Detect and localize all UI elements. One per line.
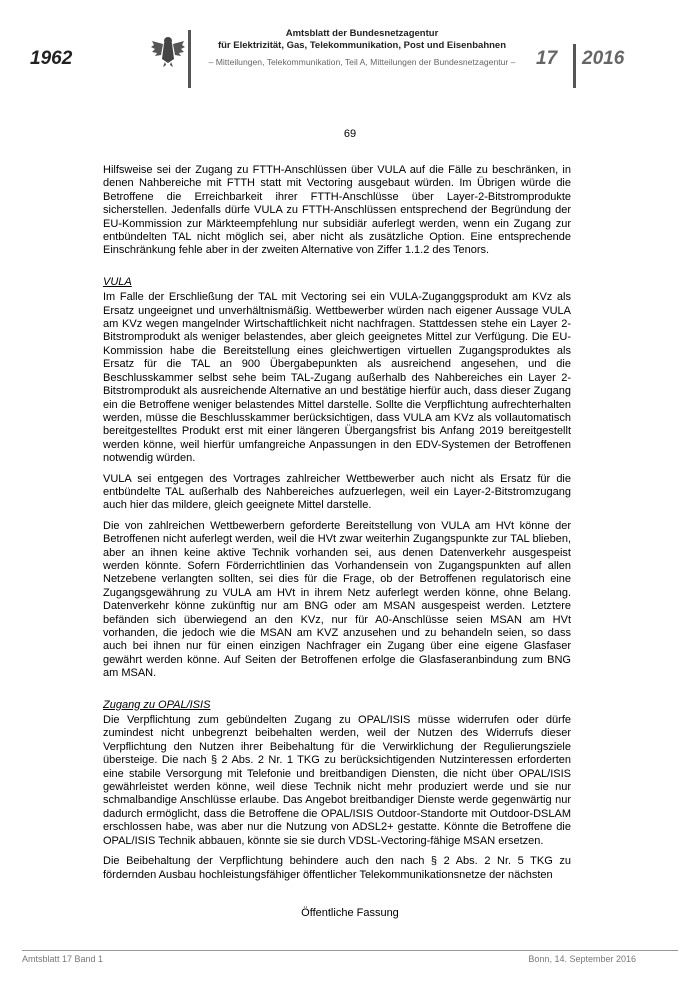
publication-title-line1: Amtsblatt der Bundesnetzagentur xyxy=(285,28,439,39)
publication-title-line2: für Elektrizität, Gas, Telekommunikation, Post und Eisenbahnen xyxy=(217,40,507,51)
document-body xyxy=(103,164,571,889)
body-paragraph: VULA sei entgegen des Vortrages zahlreicher Wettbewerber auch nicht als Ersatz für die entbündelte TAL außerhalb des Nahbereiches aufzuerlegen, weil ein Layer-2-Bitstromzugang auch hier das mildere, gleich geeignete Mittel darstelle. xyxy=(103,472,571,512)
publication-title xyxy=(196,28,528,52)
body-paragraph: Hilfsweise sei der Zugang zu FTTH-Anschlüssen über VULA auf die Fälle zu beschränken, in denen Nahbereiche mit FTTH statt mit Vectoring ausgebaut würden. Im Übrigen würde die Betroffene die Erreichbarkeit ihrer FTTH-Anschlüsse über Layer-2-Bitstromprodukte sicherstellen. Jedenfalls dürfe VULA zu FTTH-Anschlüssen entsprechend der Begründung der EU-Kommission zur Märkteempfehlung nur subsidiär auferlegt werden, wenn ein Zugang zur entbündelten TAL nicht möglich sei, aber nicht als zusätzliche Option. Eine entsprechende Einschränkung fehle aber in der zweiten Alternative von Ziffer 1.1.2 des Tenors. xyxy=(103,164,571,257)
body-paragraph: Die von zahlreichen Wettbewerbern geforderte Bereitstellung von VULA am HVt könne der Betroffenen nicht auferlegt werden, weil die HVt zwar weiterhin Zugangspunkte zur TAL blieben, aber an ihnen keine aktive Technik vorhanden sei, aus denen Datenverkehr ausgespeist werden könnte. Sofern Förderrichtlinien das Vorhandensein von Zugangspunkten auf allen Netzebene verlangten sollten, sei dies für die Frage, ob der Betroffenen regulatorisch eine Zugangsgewährung zu VULA am HVt in ihrem Netz auferlegt werden könne, ohne Belang. Datenverkehr könne zukünftig nur am BNG oder am MSAN ausgespeist werden. Letztere befänden sich überwiegend an den KVz, nur für A0-Anschlüsse seien MSAN am HVt vorhanden, die jedoch wie die MSAN am KVZ anzusehen und zu behandeln seien, so dass auch bei ihnen nur für einen einzigen Nachfrager ein Zugang über eine eigene Glasfaser gewährt werden könne. Auf Seiten der Betroffenen erfolge die Glasfaseranbindung zum BNG am MSAN. xyxy=(103,519,571,680)
header-divider xyxy=(188,30,191,88)
body-paragraph: Die Beibehaltung der Verpflichtung behindere auch den nach § 2 Abs. 2 Nr. 5 TKG zu fördernden Ausbau hochleistungsfähiger öffentlicher Telekommunikationsnetze der nächsten xyxy=(103,855,571,881)
document-page-number: 69 xyxy=(343,128,357,140)
publication-subtitle: – Mitteilungen, Telekommunikation, Teil A, Mitteilungen der Bundesnetzagentur – xyxy=(208,57,516,67)
issue-number: 17 xyxy=(536,48,558,69)
page-number: 1962 xyxy=(30,48,73,69)
body-paragraph: Im Falle der Erschließung der TAL mit Vectoring sei ein VULA-Zuganggsprodukt am KVz als Ersatz ungeeignet und unverhältnismäßig. Wettbewerber würden nach eigener Aussage VULA am KVz wegen mangelnder Wirtschaftlichkeit nicht nachfragen. Stattdessen stehe ein Layer 2-Bitstromprodukt als weniger belastendes, aber gleich geeignetes Mittel zur Verfügung. Die EU-Kommission habe die Bereitstellung eines gleichwertigen virtuellen Zugangsproduktes als Ersatz für die TAL an 900 Übergabepunkten als ausreichend angesehen, und die Beschlusskammer selbst sehe beim TAL-Zugang außerhalb des Nahbereiches ein Layer 2-Bitstromprodukt als ausreichende Alternative an und bestätige hierfür auch, dass dieser Zugang ein die Betroffene weniger belastendes Mittel darstelle. Sollte die Verpflichtung aufrechterhalten werden, müsse die Beschlusskammer berücksichtigen, dass VULA am KVz als vollautomatisch bereitgestelltes Produkt erst mit einer längeren Übergangsfrist bis Anfang 2019 bereitgestellt werden könne, weil hierfür umfangreiche Anpassungen in den EDV-Systemen der Betroffenen notwendig würden. xyxy=(103,291,571,465)
issue-divider xyxy=(573,44,576,88)
issue-year: 2016 xyxy=(582,48,625,69)
footer-place-date: Bonn, 14. September 2016 xyxy=(528,954,636,964)
public-version-label: Öffentliche Fassung xyxy=(301,907,399,919)
federal-eagle-icon xyxy=(150,33,186,69)
section-heading-vula: VULA xyxy=(103,275,132,288)
body-paragraph: Die Verpflichtung zum gebündelten Zugang zu OPAL/ISIS müsse widerrufen oder dürfe zumindest nicht unbegrenzt beibehalten werden, weil der Nutzen des Widerrufs dieser Verpflichtung den Nutzen ihrer Beibehaltung für die Verwirklichung der Regulierungsziele übersteige. Die nach § 2 Abs. 2 Nr. 1 TKG zu berücksichtigenden Nutzinteressen erforderten eine stabile Versorgung mit Telefonie und breitbandigen Diensten, die nicht über OPAL/ISIS gewährleistet werden könne, weil diese Technik nicht mehr produziert werde und sie nur schmalbandige Anschlüsse erlaube. Das Angebot breitbandiger Dienste werde gegenwärtig nur dadurch ermöglicht, dass die Betroffene die OPAL/ISIS Outdoor-Standorte mit Outdoor-DSLAM erschlossen habe, was aber nur die Nutzung von ADSL2+ gestatte. Könnte die Betroffene die OPAL/ISIS Technik abbauen, könnte sie sie durch VDSL-Vectoring-fähige MSAN ersetzen. xyxy=(103,714,571,847)
section-heading-opal-isis: Zugang zu OPAL/ISIS xyxy=(103,698,211,711)
footer-issue-volume: Amtsblatt 17 Band 1 xyxy=(22,954,104,964)
footer-divider xyxy=(22,950,678,951)
